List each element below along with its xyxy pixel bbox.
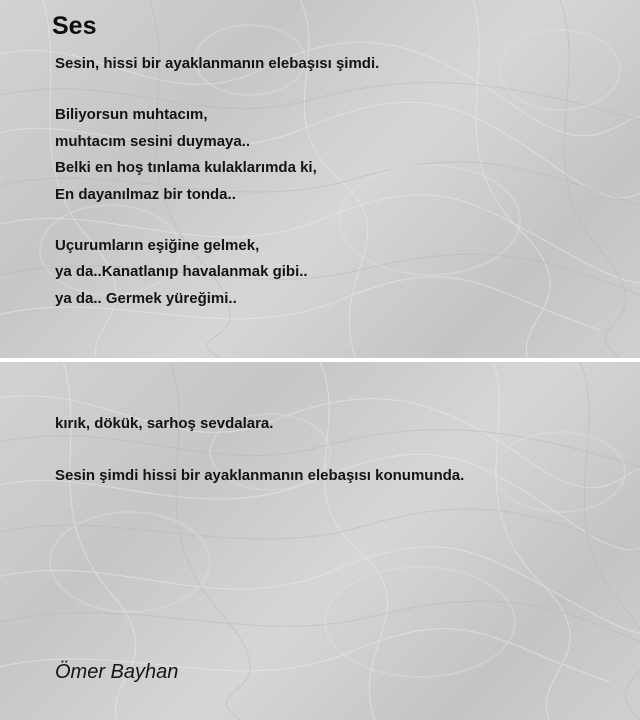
poem-line: kırık, dökük, sarhoş sevdalara. (55, 415, 274, 432)
poem-panel-bottom (0, 362, 640, 720)
poem-line: En dayanılmaz bir tonda.. (55, 186, 236, 203)
poem-line: Uçurumların eşiğine gelmek, (55, 237, 260, 254)
poem-line: muhtacım sesini duymaya.. (55, 133, 251, 150)
poem-panel-top (0, 0, 640, 358)
poem-line: Sesin şimdi hissi bir ayaklanmanın elebaşısı konumunda. (55, 467, 465, 484)
poem-line: Sesin, hissi bir ayaklanmanın elebaşısı şimdi. (55, 55, 380, 72)
poem-line: Biliyorsun muhtacım, (55, 106, 208, 123)
poem-line: ya da..Kanatlanıp havalanmak gibi.. (55, 263, 308, 280)
poem-line: ya da.. Germek yüreğimi.. (55, 290, 237, 307)
poem-author: Ömer Bayhan (55, 661, 179, 683)
poem-title: Ses (52, 12, 97, 40)
poem-line: Belki en hoş tınlama kulaklarımda ki, (55, 159, 317, 176)
